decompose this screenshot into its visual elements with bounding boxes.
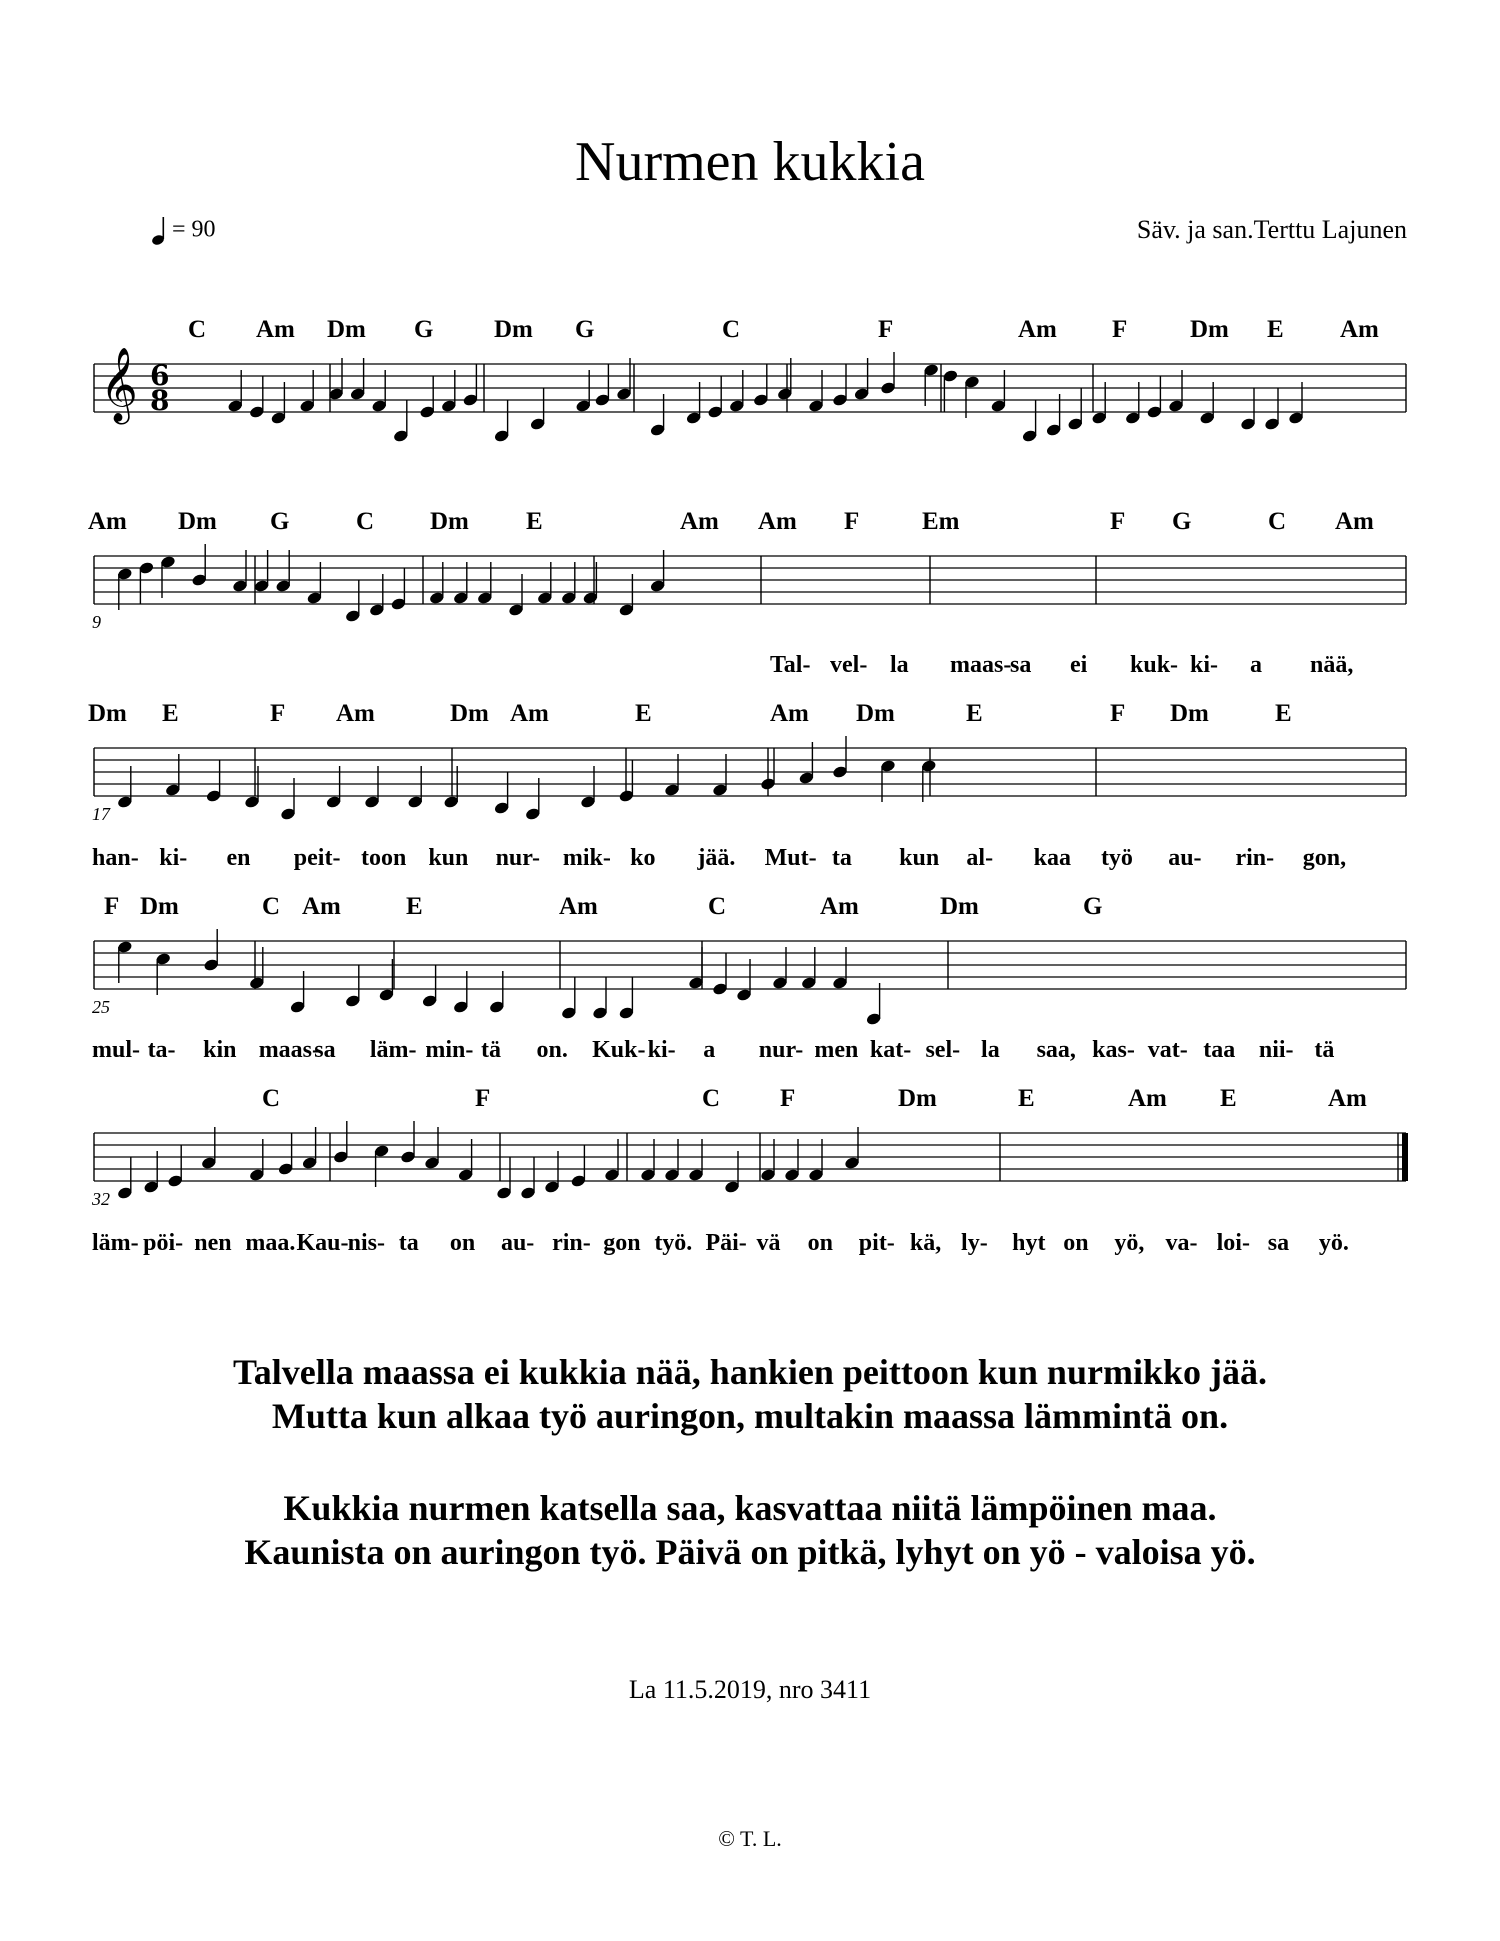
lyric-syllable: läm- [369,1037,417,1063]
lyric-syllable: sa [314,1037,336,1063]
chord-symbol: E [1018,1085,1035,1112]
lyric-syllable: ki- [647,1037,676,1063]
lyric-syllable: en [226,845,251,871]
chord-symbol: C [702,1085,721,1112]
lyric-syllable: kun [899,845,940,871]
chord-symbol: Am [770,700,809,727]
final-barline [1402,1133,1408,1181]
chord-symbol: Am [336,700,375,727]
lyric-syllable: on [1063,1230,1089,1256]
chord-symbol: F [475,1085,491,1112]
lyric-syllable: au- [1168,845,1202,871]
lyric-syllable: sa [1010,652,1032,678]
chord-symbol: Dm [856,700,895,727]
lyric-syllable: al- [966,845,994,871]
lyric-syllable: nii- [1258,1037,1294,1063]
chord-symbol: F [780,1085,796,1112]
lyric-syllable: saa, [1036,1037,1076,1063]
chord-symbol: Em [922,508,960,535]
lyric-syllable: on [807,1230,834,1256]
chord-symbol: G [1172,508,1192,535]
lyric-syllable: kaa [1033,845,1072,871]
lyric-syllable: peit- [293,845,341,871]
lyric-syllable: ki- [159,845,188,871]
chord-symbol: Am [88,508,127,535]
chord-symbol: Dm [1190,316,1229,343]
chord-symbol: F [1112,316,1128,343]
lyric-syllable: rin- [1235,845,1275,871]
measure-number: 17 [92,804,110,824]
lyric-syllable: on. [536,1037,568,1063]
chord-symbol: Am [1328,1085,1367,1112]
chord-symbol: Am [559,893,598,920]
copyright-notice: © T. L. [718,1826,782,1851]
chord-symbol: Am [1018,316,1057,343]
lyric-syllable: nen [194,1230,232,1256]
chord-symbol: Dm [327,316,366,343]
lyric-syllable: ly- [961,1230,988,1256]
lyric-syllable: kin [203,1037,237,1063]
lyric-syllable: ta [398,1230,419,1256]
verse-line: Mutta kun alkaa työ auringon, multakin maassa lämmintä on. [271,1396,1229,1436]
chord-symbol: Am [820,893,859,920]
lyric-syllable: sel- [925,1037,961,1063]
lyric-syllable: Mut- [764,845,817,871]
chord-symbol: E [1275,700,1292,727]
date-line: La 11.5.2019, nro 3411 [628,1675,872,1704]
lyric-syllable: jää. [697,845,736,871]
chord-symbol: G [575,316,595,343]
lyric-syllable: mul- [92,1037,140,1063]
measure-number: 25 [92,997,110,1017]
lyric-syllable: hyt [1012,1230,1046,1256]
lyric-syllable: nur- [758,1037,804,1063]
chord-symbol: F [844,508,860,535]
verse-line: Kukkia nurmen katsella saa, kasvattaa niitä lämpöinen maa. [283,1488,1217,1528]
lyric-syllable: kuk- [1130,652,1179,678]
chord-symbol: E [406,893,423,920]
lyric-syllable: nur- [495,845,541,871]
measure-number: 32 [92,1189,110,1209]
lyric-syllable: pöi- [143,1230,184,1256]
chord-symbol: Dm [1170,700,1209,727]
lyric-syllable: maa. [245,1230,296,1256]
chord-symbol: C [188,316,207,343]
lyric-syllable: on [449,1230,476,1256]
chord-symbol: Dm [88,700,127,727]
lyric-syllable: kat- [869,1037,912,1063]
lyric-syllable: Kuk- [592,1037,646,1063]
lyric-syllable: la [981,1037,1000,1063]
composer-credit: Säv. ja san.Terttu Lajunen [1136,215,1407,244]
chord-symbol: Dm [178,508,217,535]
lyric-syllable: ki- [1190,652,1219,678]
lyric-syllable: vat- [1147,1037,1188,1063]
chord-symbol: Dm [494,316,533,343]
lyric-syllable: työ. [654,1230,693,1256]
chord-symbol: Am [510,700,549,727]
staff-system [94,556,1406,604]
chord-symbol: Dm [140,893,179,920]
chord-symbol: C [262,1085,281,1112]
chord-symbol: C [1268,508,1287,535]
lyric-syllable: vä [756,1230,781,1256]
lyric-syllable: min- [425,1037,474,1063]
lyric-syllable: taa [1203,1037,1236,1063]
verse-2 [0,1486,1500,1574]
lyric-syllable: kä, [909,1230,942,1256]
lyric-syllable: toon [361,845,407,871]
lyric-syllable: vel- [830,652,868,678]
lyric-syllable: maas- [258,1037,321,1063]
chord-symbol: G [270,508,290,535]
chord-symbol: Am [680,508,719,535]
verse-1 [0,1350,1500,1438]
chord-symbol: Dm [430,508,469,535]
lyric-syllable: ta [831,845,852,871]
lyric-syllable: han- [92,845,139,871]
lyric-syllable: yö. [1318,1230,1349,1256]
chord-symbol: C [356,508,375,535]
lyric-syllable: Kau- [296,1230,349,1256]
staff-system [94,748,1406,796]
chord-symbol: E [635,700,652,727]
time-signature-bottom: 8 [150,384,170,417]
lyric-syllable: kas- [1092,1037,1135,1063]
chord-symbol: E [1220,1085,1237,1112]
chord-symbol: E [1267,316,1284,343]
lyric-syllable: sa [1267,1230,1290,1256]
lyric-syllable: tä [1314,1037,1335,1063]
chord-symbol: Am [1335,508,1374,535]
chord-symbol: Am [256,316,295,343]
verse-line: Kaunista on auringon työ. Päivä on pitkä, lyhyt on yö - valoisa yö. [244,1532,1256,1572]
lyric-syllable: Päi- [705,1230,747,1256]
lyric-syllable: men [814,1037,859,1063]
chord-symbol: Am [1340,316,1379,343]
lyric-syllable: pit- [858,1230,895,1256]
chord-symbol: E [526,508,543,535]
melody-notes [117,736,937,821]
lyric-syllable: kun [428,845,469,871]
lyric-syllable: a [1250,652,1262,678]
lyric-syllable: mik- [562,845,611,871]
lyric-syllable: yö, [1114,1230,1145,1256]
lyric-syllable: gon [603,1230,641,1256]
tempo-value: = 90 [172,216,216,243]
lyric-syllable: ko [630,845,656,871]
lyric-syllable: au- [500,1230,535,1256]
measure-number: 9 [92,612,101,632]
melody-notes [227,352,1304,443]
lyric-syllable: ta- [147,1037,176,1063]
chord-symbol: E [162,700,179,727]
treble-clef-icon: 𝄞 [100,348,138,422]
chord-symbol: F [878,316,894,343]
chord-symbol: F [270,700,286,727]
chord-symbol: C [262,893,281,920]
chord-symbol: F [1110,508,1126,535]
lyric-syllable: tä [480,1037,501,1063]
chord-symbol: Am [758,508,797,535]
verse-line: Talvella maassa ei kukkia nää, hankien peittoon kun nurmikko jää. [233,1352,1267,1392]
staff-system [94,364,1406,412]
lyric-syllable: maas- [950,652,1012,678]
time-signature-top: 6 [150,359,170,392]
chord-symbol: Am [302,893,341,920]
lyric-syllable: Tal- [770,652,811,678]
chord-symbol: C [708,893,727,920]
chord-symbol: G [414,316,434,343]
lyric-syllable: la [890,652,909,678]
lyric-syllable: työ [1100,845,1133,871]
lyric-syllable: gon, [1302,845,1347,871]
chord-symbol: C [722,316,741,343]
lyric-syllable: läm- [92,1230,139,1256]
lyric-syllable: nää, [1310,652,1354,678]
lyric-syllable: va- [1165,1230,1198,1256]
lyric-syllable: nis- [347,1230,385,1256]
lyric-syllable: rin- [552,1230,591,1256]
lyric-syllable: loi- [1216,1230,1250,1256]
lyric-syllable: a [703,1037,716,1063]
lyric-syllable: ei [1070,652,1088,678]
chord-symbol: F [104,893,120,920]
chord-symbol: Dm [898,1085,937,1112]
chord-symbol: Dm [940,893,979,920]
chord-symbol: F [1110,700,1126,727]
song-title: Nurmen kukkia [575,131,925,193]
chord-symbol: G [1083,893,1103,920]
chord-symbol: Dm [450,700,489,727]
chord-symbol: E [966,700,983,727]
chord-symbol: Am [1128,1085,1167,1112]
